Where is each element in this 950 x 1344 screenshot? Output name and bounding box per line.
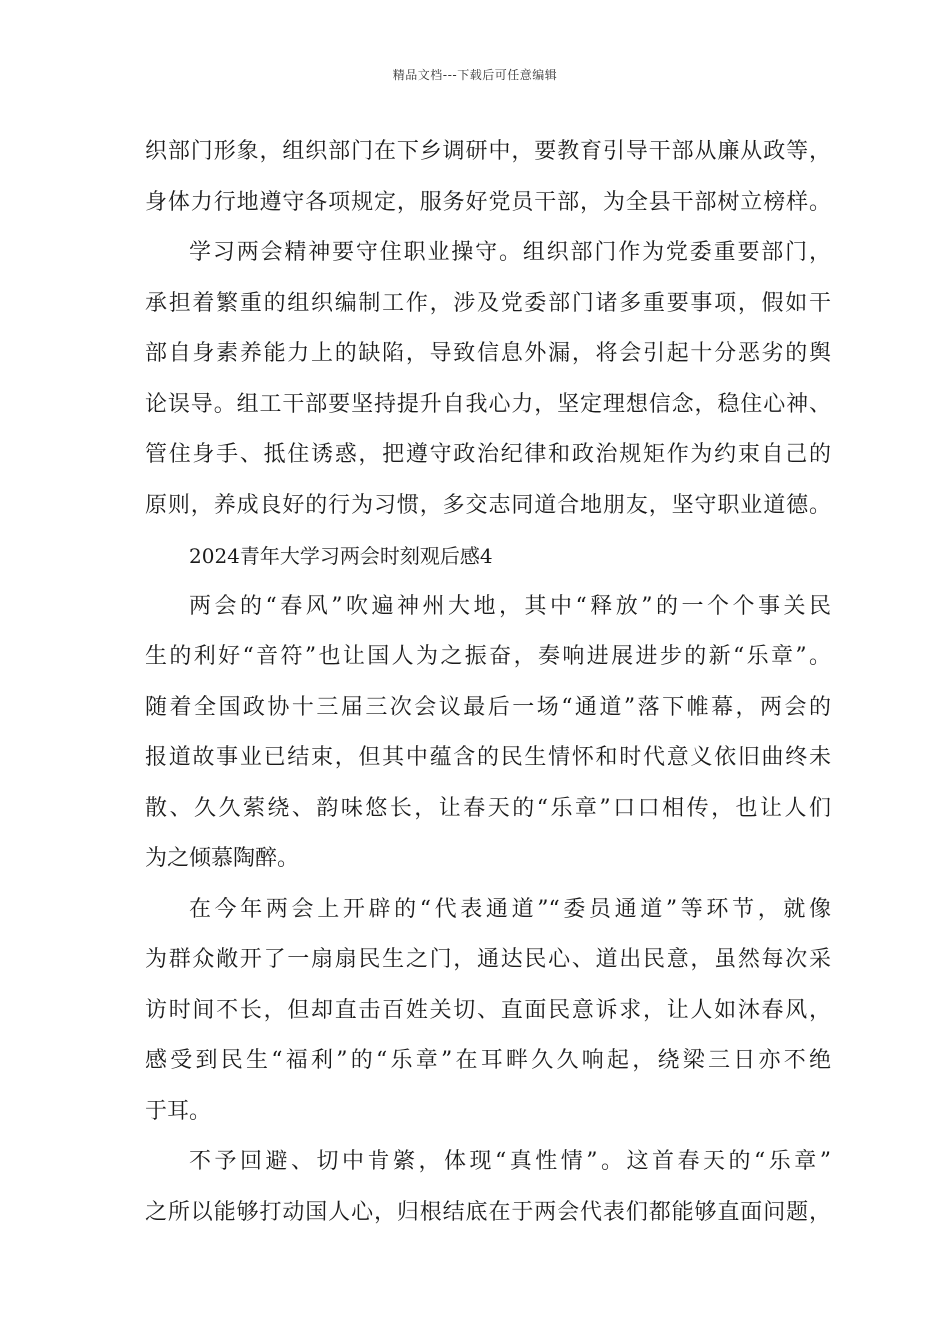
text-line: 于耳。 <box>145 1098 212 1124</box>
text-line: 学习两会精神要守住职业操守。组织部门作为党委重要部门， <box>189 240 831 265</box>
text-line: 身体力行地遵守各项规定，服务好党员干部，为全县干部树立榜样。 <box>145 189 831 215</box>
text-line: 两会的“春风”吹遍神州大地，其中“释放”的一个个事关民 <box>189 593 831 619</box>
text-line: 不予回避、切中肯綮，体现“真性情”。这首春天的“乐章” <box>189 1149 831 1174</box>
text-line: 在今年两会上开辟的“代表通道”“委员通道”等环节，就像 <box>189 896 831 922</box>
text-line: 之所以能够打动国人心，归根结底在于两会代表们都能够直面问题， <box>145 1199 831 1225</box>
document-body <box>145 127 831 1238</box>
text-line: 为群众敞开了一扇扇民生之门，通达民心、道出民意，虽然每次采 <box>145 947 831 972</box>
text-line: 为之倾慕陶醉。 <box>145 846 300 871</box>
text-line: 报道故事业已结束，但其中蕴含的民生情怀和时代意义依旧曲终未 <box>145 745 831 770</box>
text-line: 部自身素养能力上的缺陷，导致信息外漏，将会引起十分恶劣的舆 <box>145 341 831 366</box>
text-line: 承担着繁重的组织编制工作，涉及党委部门诸多重要事项，假如干 <box>145 290 831 316</box>
text-line: 织部门形象，组织部门在下乡调研中，要教育引导干部从廉从政等， <box>145 139 831 164</box>
text-line: 论误导。组工干部要坚持提升自我心力，坚定理想信念，稳住心神、 <box>145 391 831 417</box>
text-line: 原则，养成良好的行为习惯，多交志同道合地朋友，坚守职业道德。 <box>145 492 831 518</box>
text-line: 生的利好“音符”也让国人为之振奋，奏响进展进步的新“乐章”。 <box>145 644 831 669</box>
text-line: 访时间不长，但却直击百姓关切、直面民意诉求，让人如沐春风， <box>145 997 831 1023</box>
text-line: 感受到民生“福利”的“乐章”在耳畔久久响起，绕梁三日亦不绝 <box>145 1048 831 1073</box>
text-line: 随着全国政协十三届三次会议最后一场“通道”落下帷幕，两会的 <box>145 694 831 720</box>
text-line: 管住身手、抵住诱惑，把遵守政治纪律和政治规矩作为约束自己的 <box>145 442 831 467</box>
page-header: 精品文档---下载后可任意编辑 <box>392 68 558 82</box>
section-heading: 2024青年大学习两会时刻观后感4 <box>189 544 493 568</box>
text-line: 散、久久萦绕、韵味悠长，让春天的“乐章”口口相传，也让人们 <box>145 795 831 821</box>
